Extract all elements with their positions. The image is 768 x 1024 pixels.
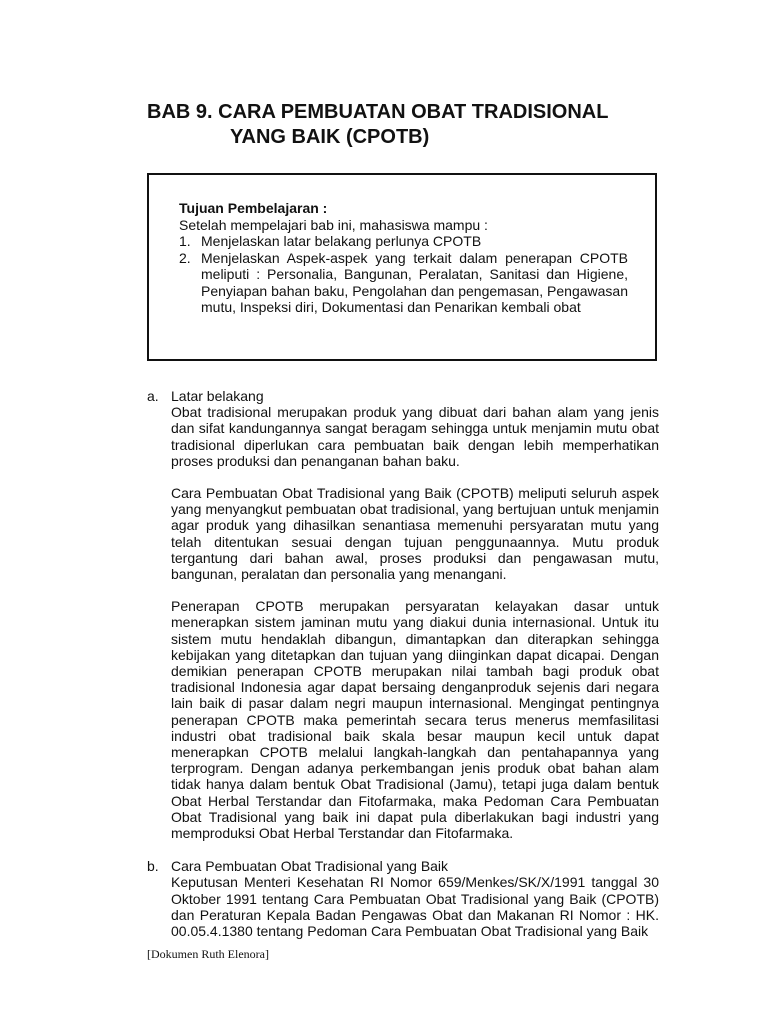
chapter-title-line2: YANG BAIK (CPOTB) — [230, 126, 430, 148]
objective-number: 1. — [179, 233, 191, 249]
document-body — [147, 388, 659, 939]
section-letter: a. — [147, 388, 159, 404]
section-body — [171, 858, 659, 939]
paragraph: Cara Pembuatan Obat Tradisional yang Baik (CPOTB) meliputi seluruh aspek yang menyangkut pembuatan obat tradisional, yang bertujuan untuk menjamin agar produk yang dihasilkan senantiasa memenuhi persyaratan mutu yang telah ditentukan sesuai dengan tujuan penggunaannya. Mutu produk tergantung dari bahan awal, proses produksi dan pengawasan mutu, bangunan, peralatan dan personalia yang menangani. — [171, 485, 659, 583]
section-letter: b. — [147, 858, 159, 875]
learning-objectives-box — [147, 173, 657, 361]
objective-item — [179, 250, 628, 316]
objectives-list — [179, 233, 628, 316]
section-latar-belakang — [147, 388, 659, 841]
section-title: Cara Pembuatan Obat Tradisional yang Baik — [171, 858, 449, 875]
chapter-title — [147, 100, 707, 150]
section-body — [171, 388, 659, 841]
chapter-title-line1: BAB 9. CARA PEMBUATAN OBAT TRADISIONAL — [147, 101, 609, 123]
paragraph: Keputusan Menteri Kesehatan RI Nomor 659/Menkes/SK/X/1991 tanggal 30 Oktober 1991 tentang Cara Pembuatan Obat Tradisional yang Baik (CPOTB) dan Peraturan Kepala Badan Pengawas Obat dan Makanan RI Nomor : HK. 00.05.4.1380 tentang Pedoman Cara Pembuatan Obat Tradisional yang Baik — [171, 874, 659, 940]
objective-text: Menjelaskan latar belakang perlunya CPOTB — [201, 233, 482, 249]
objective-number: 2. — [179, 249, 191, 266]
objective-item — [179, 233, 628, 250]
paragraph: Penerapan CPOTB merupakan persyaratan kelayakan dasar untuk menerapkan sistem jaminan mutu yang diakui dunia internasional. Untuk itu sistem mutu hendaklah dibangun, dimantapkan dan diterapkan sehingga kebijakan yang ditetapkan dan tujuan yang diinginkan dapat dicapai. Dengan demikian penerapan CPOTB merupakan nilai tambah bagi produk obat tradisional Indonesia agar dapat bersaing denganproduk sejenis dari negara lain baik di pasar dalam negri maupun internasional. Mengingat pentingnya penerapan CPOTB maka pemerintah secara terus menerus memfasilitasi industri obat tradisional baik skala besar maupun kecil untuk dapat menerapkan CPOTB melalui langkah-langkah dan pentahapannya yang terprogram. Dengan adanya perkembangan jenis produk obat bahan alam tidak hanya dalam bentuk Obat Tradisional (Jamu), tetapi juga dalam bentuk Obat Herbal Terstandar dan Fitofarmaka, maka Pedoman Cara Pembuatan Obat Tradisional yang baik ini dapat pula diberlakukan bagi industri yang memproduksi Obat Herbal Terstandar dan Fitofarmaka. — [171, 598, 659, 842]
objectives-title: Tujuan Pembelajaran : — [179, 200, 328, 216]
objectives-intro: Setelah mempelajari bab ini, mahasiswa mampu : — [179, 216, 488, 233]
section-cpotb — [147, 858, 659, 939]
paragraph: Obat tradisional merupakan produk yang dibuat dari bahan alam yang jenis dan sifat kandungannya sangat beragam sehingga untuk menjamin mutu obat tradisional diperlukan cara pembuatan baik dengan lebih memperhatikan proses produksi dan penanganan bahan baku. — [171, 404, 659, 469]
page-footer: [Dokumen Ruth Elenora] — [147, 947, 269, 961]
objective-text: Menjelaskan Aspek-aspek yang terkait dalam penerapan CPOTB meliputi : Personalia, Bangunan, Peralatan, Sanitasi dan Higiene, Penyiapan bahan baku, Pengolahan dan pengemasan, Pengawasan mutu, Inspeksi diri, Dokumentasi dan Penarikan kembali obat — [201, 249, 628, 315]
section-title: Latar belakang — [171, 388, 264, 404]
